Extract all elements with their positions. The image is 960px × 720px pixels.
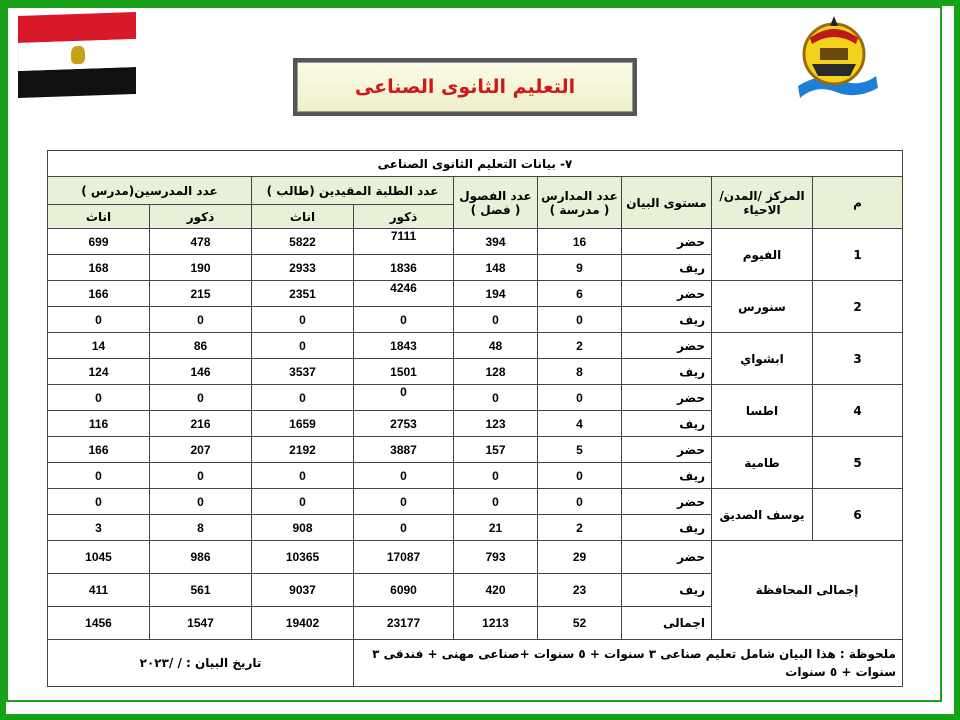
- students-males-value: 3887: [354, 437, 454, 463]
- egypt-flag-icon: [18, 12, 136, 98]
- teachers-males-value: 207: [150, 437, 252, 463]
- center-name: ابشواي: [712, 333, 813, 385]
- students-males-value: 0: [354, 307, 454, 333]
- schools-value: 6: [538, 281, 622, 307]
- schools-value: 52: [538, 607, 622, 640]
- classes-value: 420: [454, 574, 538, 607]
- table-row: [48, 437, 903, 463]
- schools-value: 0: [538, 463, 622, 489]
- level-label: حضر: [622, 229, 712, 255]
- students-females-value: 0: [252, 489, 354, 515]
- classes-value: 123: [454, 411, 538, 437]
- teachers-females-value: 124: [48, 359, 150, 385]
- teachers-males-value: 0: [150, 307, 252, 333]
- level-label: حضر: [622, 281, 712, 307]
- secondary-industrial-education-table: [47, 150, 903, 687]
- data-date: تاريخ البيان : / /٢٠٢٣: [48, 640, 354, 687]
- students-males-value: 7111: [354, 229, 454, 255]
- table-row: [48, 281, 903, 307]
- header-students-males: ذكور: [354, 205, 454, 229]
- header-students: عدد الطلبة المقيدين (طالب ): [252, 177, 454, 205]
- note-row: [48, 640, 903, 687]
- schools-value: 29: [538, 541, 622, 574]
- teachers-females-value: 0: [48, 463, 150, 489]
- teachers-males-value: 0: [150, 489, 252, 515]
- row-number: 2: [813, 281, 903, 333]
- teachers-females-value: 166: [48, 437, 150, 463]
- schools-value: 4: [538, 411, 622, 437]
- table-caption: ٧- بيانات التعليم الثانوى الصناعى: [48, 151, 903, 177]
- teachers-females-value: 168: [48, 255, 150, 281]
- schools-value: 2: [538, 515, 622, 541]
- level-label: ريف: [622, 359, 712, 385]
- students-females-value: 2351: [252, 281, 354, 307]
- students-females-value: 0: [252, 385, 354, 411]
- level-label: حضر: [622, 385, 712, 411]
- table-row: [48, 229, 903, 255]
- classes-value: 148: [454, 255, 538, 281]
- teachers-males-value: 0: [150, 463, 252, 489]
- teachers-females-value: 14: [48, 333, 150, 359]
- teachers-females-value: 166: [48, 281, 150, 307]
- students-females-value: 0: [252, 307, 354, 333]
- students-females-value: 2192: [252, 437, 354, 463]
- teachers-males-value: 8: [150, 515, 252, 541]
- teachers-males-value: 216: [150, 411, 252, 437]
- teachers-males-value: 215: [150, 281, 252, 307]
- classes-value: 0: [454, 463, 538, 489]
- table-row: [48, 385, 903, 411]
- schools-value: 2: [538, 333, 622, 359]
- classes-value: 793: [454, 541, 538, 574]
- level-label: ريف: [622, 574, 712, 607]
- students-females-value: 0: [252, 463, 354, 489]
- students-males-value: 4246: [354, 281, 454, 307]
- row-number: 3: [813, 333, 903, 385]
- level-label: حضر: [622, 541, 712, 574]
- header-level: مستوى البيان: [622, 177, 712, 229]
- schools-value: 0: [538, 489, 622, 515]
- row-number: 4: [813, 385, 903, 437]
- header-classes: عدد الفصول ( فصل ): [454, 177, 538, 229]
- center-name: طامية: [712, 437, 813, 489]
- students-females-value: 19402: [252, 607, 354, 640]
- teachers-males-value: 478: [150, 229, 252, 255]
- center-name: يوسف الصديق: [712, 489, 813, 541]
- teachers-males-value: 86: [150, 333, 252, 359]
- students-males-value: 17087: [354, 541, 454, 574]
- students-females-value: 5822: [252, 229, 354, 255]
- classes-value: 157: [454, 437, 538, 463]
- classes-value: 1213: [454, 607, 538, 640]
- teachers-males-value: 146: [150, 359, 252, 385]
- header-teachers: عدد المدرسين(مدرس ): [48, 177, 252, 205]
- students-females-value: 9037: [252, 574, 354, 607]
- row-number: 5: [813, 437, 903, 489]
- level-label: حضر: [622, 437, 712, 463]
- students-males-value: 0: [354, 385, 454, 411]
- students-females-value: 1659: [252, 411, 354, 437]
- teachers-females-value: 411: [48, 574, 150, 607]
- classes-value: 0: [454, 385, 538, 411]
- header-students-females: اناث: [252, 205, 354, 229]
- students-males-value: 1501: [354, 359, 454, 385]
- center-name: اطسا: [712, 385, 813, 437]
- schools-value: 16: [538, 229, 622, 255]
- teachers-females-value: 1456: [48, 607, 150, 640]
- teachers-females-value: 0: [48, 307, 150, 333]
- table-row: [48, 333, 903, 359]
- students-males-value: 0: [354, 489, 454, 515]
- schools-value: 5: [538, 437, 622, 463]
- level-label: ريف: [622, 411, 712, 437]
- students-females-value: 10365: [252, 541, 354, 574]
- classes-value: 0: [454, 489, 538, 515]
- students-males-value: 23177: [354, 607, 454, 640]
- teachers-males-value: 561: [150, 574, 252, 607]
- teachers-females-value: 0: [48, 489, 150, 515]
- title-box: [293, 58, 637, 116]
- students-females-value: 0: [252, 333, 354, 359]
- teachers-females-value: 116: [48, 411, 150, 437]
- classes-value: 48: [454, 333, 538, 359]
- teachers-males-value: 1547: [150, 607, 252, 640]
- teachers-males-value: 190: [150, 255, 252, 281]
- classes-value: 394: [454, 229, 538, 255]
- row-number: 1: [813, 229, 903, 281]
- teachers-females-value: 1045: [48, 541, 150, 574]
- schools-value: 0: [538, 385, 622, 411]
- fayoum-governorate-logo: [790, 14, 880, 106]
- center-name: سنورس: [712, 281, 813, 333]
- level-label: ريف: [622, 515, 712, 541]
- center-name: الفيوم: [712, 229, 813, 281]
- teachers-males-value: 0: [150, 385, 252, 411]
- students-females-value: 3537: [252, 359, 354, 385]
- level-label: حضر: [622, 489, 712, 515]
- classes-value: 21: [454, 515, 538, 541]
- row-number: 6: [813, 489, 903, 541]
- schools-value: 9: [538, 255, 622, 281]
- header-teachers-males: ذكور: [150, 205, 252, 229]
- students-males-value: 0: [354, 515, 454, 541]
- header-center: المركز /المدن/الاحياء: [712, 177, 813, 229]
- total-row: [48, 541, 903, 574]
- schools-value: 23: [538, 574, 622, 607]
- level-label: اجمالى: [622, 607, 712, 640]
- students-males-value: 1836: [354, 255, 454, 281]
- level-label: ريف: [622, 463, 712, 489]
- schools-value: 8: [538, 359, 622, 385]
- governorate-total-label: إجمالى المحافظة: [712, 541, 903, 640]
- classes-value: 194: [454, 281, 538, 307]
- teachers-females-value: 699: [48, 229, 150, 255]
- classes-value: 128: [454, 359, 538, 385]
- students-males-value: 2753: [354, 411, 454, 437]
- teachers-males-value: 986: [150, 541, 252, 574]
- note-text: ملحوظة : هذا البيان شامل تعليم صناعى ٣ سنوات + ٥ سنوات +صناعى مهنى + فندقى ٣ سنوات + ٥ سنوات: [354, 640, 903, 687]
- level-label: ريف: [622, 307, 712, 333]
- table-row: [48, 489, 903, 515]
- level-label: ريف: [622, 255, 712, 281]
- header-teachers-females: اناث: [48, 205, 150, 229]
- teachers-females-value: 3: [48, 515, 150, 541]
- schools-value: 0: [538, 307, 622, 333]
- classes-value: 0: [454, 307, 538, 333]
- students-males-value: 6090: [354, 574, 454, 607]
- students-females-value: 2933: [252, 255, 354, 281]
- header-m: م: [813, 177, 903, 229]
- level-label: حضر: [622, 333, 712, 359]
- students-males-value: 0: [354, 463, 454, 489]
- students-females-value: 908: [252, 515, 354, 541]
- teachers-females-value: 0: [48, 385, 150, 411]
- page-title: التعليم الثانوى الصناعى: [297, 62, 633, 112]
- header-schools: عدد المدارس ( مدرسة ): [538, 177, 622, 229]
- students-males-value: 1843: [354, 333, 454, 359]
